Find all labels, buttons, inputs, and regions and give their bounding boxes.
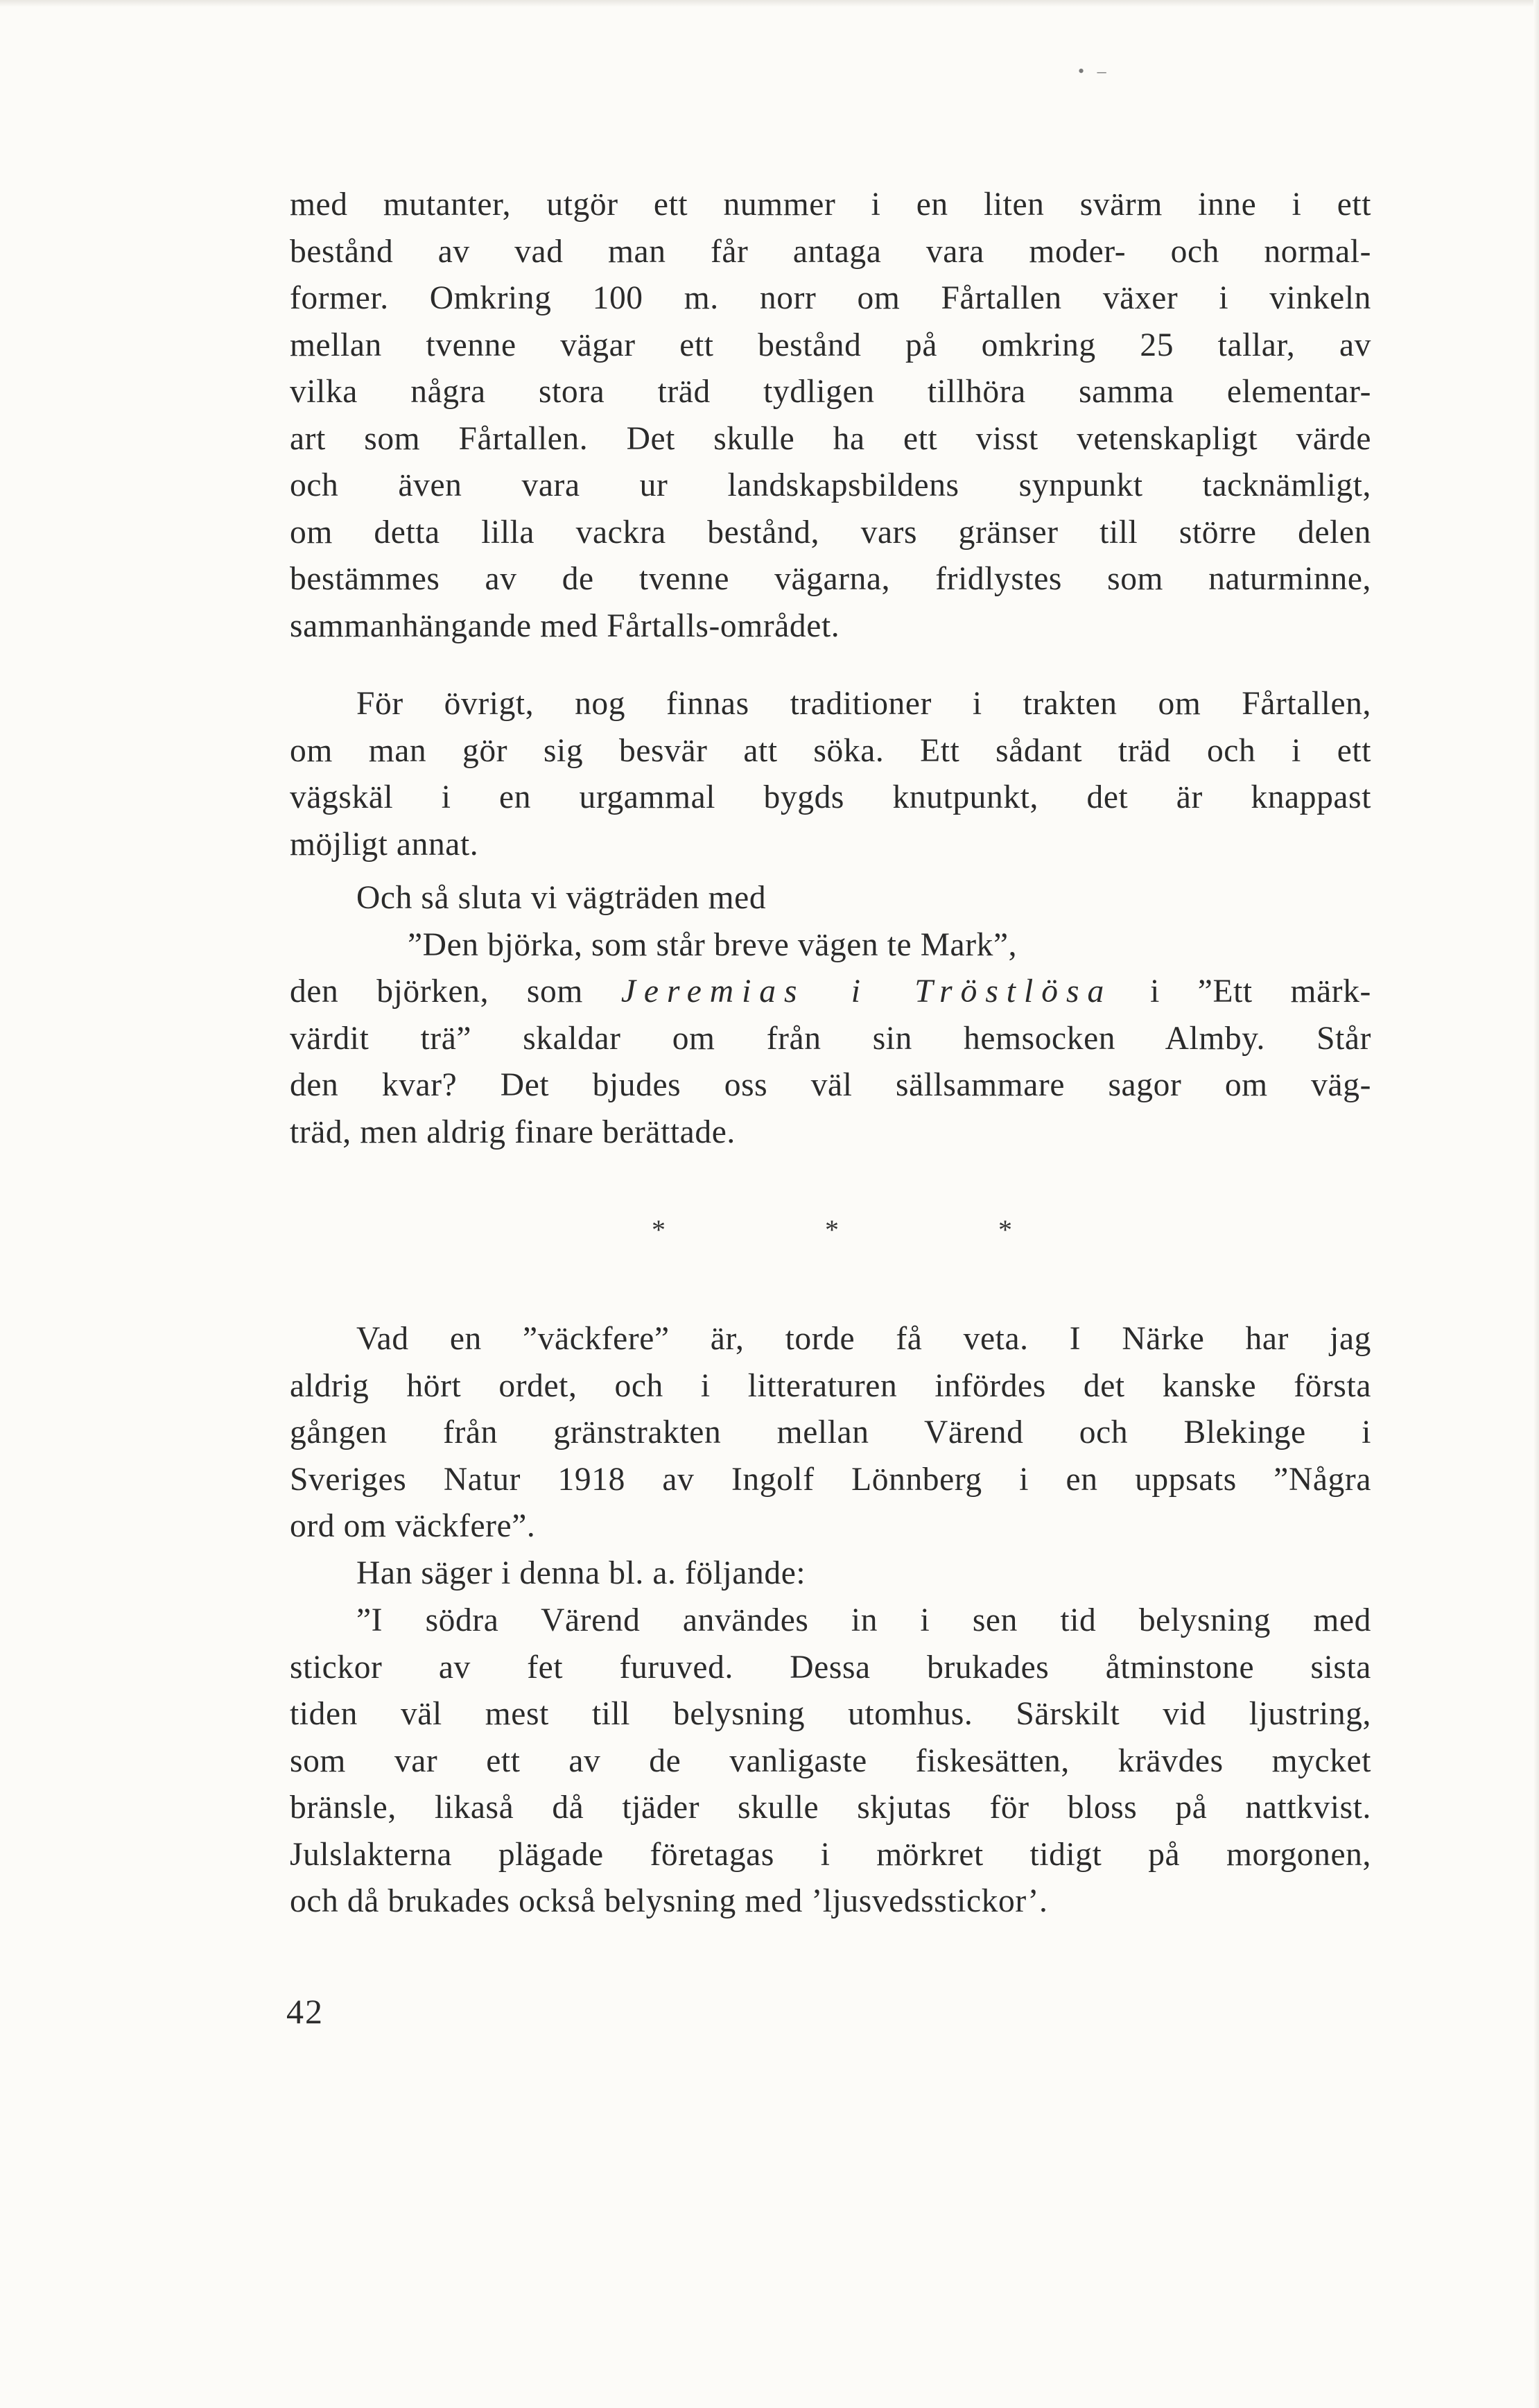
paragraph-6	[290, 1597, 1371, 1925]
text-line: aldrig hört ordet, och i litteraturen infördes det kanske första	[290, 1367, 1371, 1404]
text-line: former. Omkring 100 m. norr om Fårtallen växer i vinkeln	[290, 280, 1371, 316]
corner-mark: • –	[1078, 61, 1111, 81]
text-line: om man gör sig besvär att söka. Ett sådant träd och i ett	[290, 732, 1371, 769]
text-line: vilka några stora träd tydligen tillhöra samma elementar-	[290, 374, 1371, 410]
paragraph-1	[290, 182, 1371, 650]
text-line: värdit trä” skaldar om från sin hemsocken Almby. Står	[290, 1020, 1371, 1057]
text-line: vägskäl i en urgammal bygds knutpunkt, det är knappast	[290, 779, 1371, 815]
paragraph-4	[290, 1316, 1371, 1550]
text-line: stickor av fet furuved. Dessa brukades åtminstone sista	[290, 1649, 1371, 1686]
text-line: bestånd av vad man får antaga vara moder- och normal-	[290, 233, 1371, 270]
text-line: Han säger i denna bl. a. följande:	[356, 1555, 806, 1591]
text-line: sammanhängande med Fårtalls-området.	[290, 607, 840, 644]
text-line: och även vara ur landskapsbildens synpunkt tacknämligt,	[290, 467, 1371, 503]
paragraph-3	[290, 875, 1371, 1156]
text-line: art som Fårtallen. Det skulle ha ett visst vetenskapligt värde	[290, 420, 1371, 457]
asterisk: *	[998, 1214, 1012, 1245]
text-line: ”I södra Värend användes in i sen tid belysning med	[356, 1602, 1371, 1638]
page-top-edge	[0, 0, 1539, 7]
text-line: träd, men aldrig finare berättade.	[290, 1114, 736, 1150]
text-line: den kvar? Det bjudes oss väl sällsammare sagor om väg-	[290, 1067, 1371, 1103]
paragraph-2	[290, 681, 1371, 868]
text-line	[290, 969, 1371, 1016]
text-line: Julslakterna plägade företagas i mörkret tidigt på morgonen,	[290, 1836, 1371, 1873]
text-line: Vad en ”väckfere” är, torde få veta. I Närke har jag	[356, 1321, 1371, 1357]
author-name: Jeremias i Tröstlösa	[620, 973, 1113, 1010]
text-line: som var ett av de vanligaste fiskesätten, krävdes mycket	[290, 1742, 1371, 1779]
text-line: om detta lilla vackra bestånd, vars gränser till större delen	[290, 514, 1371, 551]
text-line: gången från gränstrakten mellan Värend och Blekinge i	[290, 1414, 1371, 1450]
text-fragment: i ”Ett märk-	[1150, 973, 1371, 1010]
asterisk: *	[825, 1214, 839, 1245]
text-line: möjligt annat.	[290, 826, 479, 863]
section-separator	[652, 1213, 1012, 1246]
text-line: bestämmes av de tvenne vägarna, fridlystes som naturminne,	[290, 561, 1371, 597]
page-right-edge	[1533, 0, 1539, 2408]
text-line: Sveriges Natur 1918 av Ingolf Lönnberg i en uppsats ”Några	[290, 1461, 1371, 1498]
text-line: bränsle, likaså då tjäder skulle skjutas för bloss på nattkvist.	[290, 1790, 1371, 1826]
page-number: 42	[286, 1992, 324, 2031]
text-line: med mutanter, utgör ett nummer i en liten svärm inne i ett	[290, 187, 1371, 223]
text-fragment: den björken, som	[290, 973, 583, 1010]
text-line: ord om väckfere”.	[290, 1508, 536, 1544]
text-line: För övrigt, nog finnas traditioner i trakten om Fårtallen,	[356, 686, 1371, 722]
text-line: mellan tvenne vägar ett bestånd på omkring 25 tallar, av	[290, 327, 1371, 363]
text-line: och då brukades också belysning med ’ljusvedsstickor’.	[290, 1883, 1048, 1919]
text-line: Och så sluta vi vägträden med	[356, 880, 767, 916]
text-line: tiden väl mest till belysning utomhus. Särskilt vid ljustring,	[290, 1696, 1371, 1732]
asterisk: *	[652, 1214, 666, 1245]
paragraph-5	[290, 1550, 1371, 1597]
quoted-verse: ”Den björka, som står breve vägen te Mark”,	[408, 926, 1018, 963]
